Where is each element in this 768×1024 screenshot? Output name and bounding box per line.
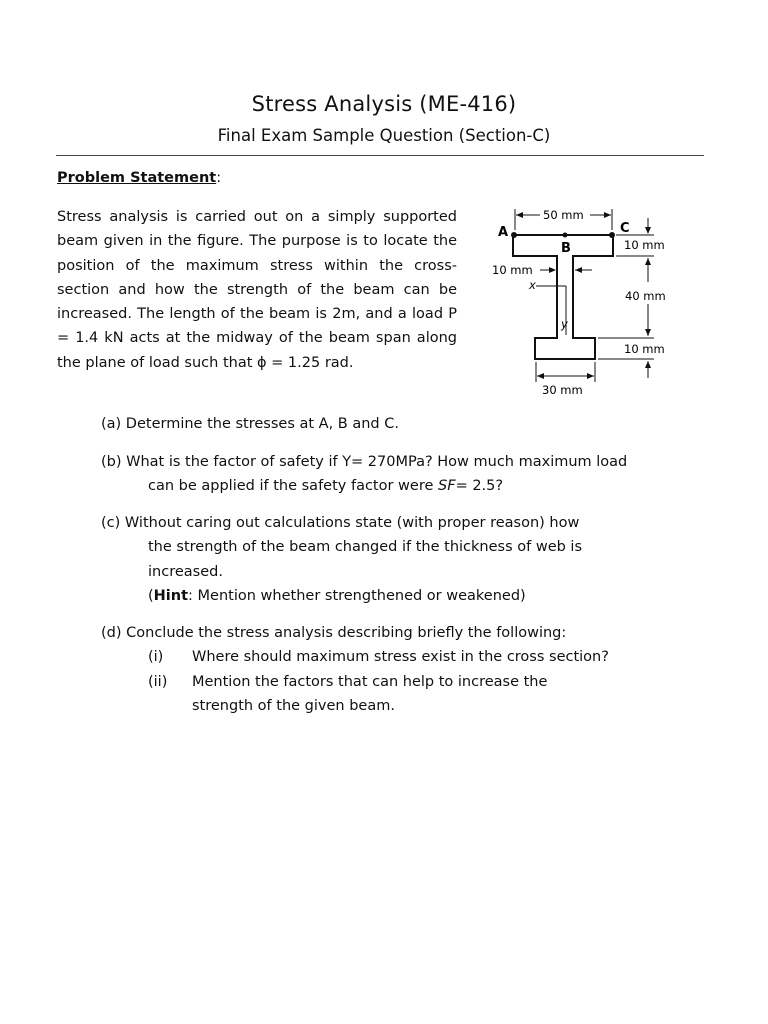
dim-web-thickness-label: 10 mm [492,263,533,277]
point-b-label: B [561,241,571,256]
question-d-sub-num: (ii) [148,673,168,690]
dim-web-height-label: 40 mm [625,289,666,303]
point-c-label: C [620,221,630,236]
page-title: Stress Analysis (ME-416) [251,92,517,116]
dim-web-height-arrow-bottom [645,329,651,336]
question-c-line2: the strength of the beam changed if the thickness of web is [148,539,583,556]
question-d-sub-text: Mention the factors that can help to increase the [192,673,548,690]
dim-flange-thickness-label: 10 mm [624,238,665,252]
point-c-marker [609,232,615,238]
question-d-sub-item [101,645,701,669]
question-b-line2-pre: can be applied if the safety factor were [148,478,439,495]
page-subtitle: Final Exam Sample Question (Section-C) [217,126,551,145]
dim-web-left-arrow [549,267,556,273]
question-c-line3: increased. [148,563,223,580]
question-c-hint-text: : Mention whether strengthened or weakened) [188,587,526,604]
axis-y-label: y [561,317,568,331]
problem-heading-colon: : [216,170,222,186]
question-d-sub-num: (i) [148,649,164,666]
question-a: (a) Determine the stresses at A, B and C. [101,416,399,432]
question-b [101,450,701,499]
question-b-sf: SF [438,478,456,495]
question-d-sub-item [101,670,701,694]
problem-heading-label: Problem Statement [57,170,217,186]
question-d-line1: (d) Conclude the stress analysis describing briefly the following: [101,625,567,641]
dim-bottom-arrow [645,361,651,368]
dim-bottom-width-label: 30 mm [542,383,583,397]
question-d [101,621,701,718]
beam-cross-section-figure [490,204,680,404]
dim-web-right-arrow [575,267,582,273]
dim-right-top-arrow [645,227,651,234]
dim-top-arrow-left [516,212,523,218]
dim-bottom-width-arrow-right [587,373,594,379]
point-b-marker [563,233,568,238]
dim-web-height-arrow-top [645,258,651,265]
question-b-line2-post: = 2.5? [455,478,504,495]
question-c [101,511,701,608]
question-c-line1: (c) Without caring out calculations state (with proper reason) how [101,515,580,531]
question-d-sub-cont: strength of the given beam. [192,697,395,714]
problem-heading [57,170,221,186]
axis-x-label: x [529,278,536,292]
header-divider [56,155,704,156]
question-c-hint [101,584,701,608]
question-b-line2 [101,474,701,498]
dim-flange-width-label: 50 mm [543,208,584,222]
question-c-hint-label: Hint [153,587,189,604]
point-a-marker [511,232,517,238]
dim-top-arrow-right [604,212,611,218]
dim-bottom-thickness-label: 10 mm [624,342,665,356]
dim-bottom-width-arrow-left [537,373,544,379]
question-d-sub-text: Where should maximum stress exist in the cross section? [192,649,609,666]
question-b-line1: (b) What is the factor of safety if Y= 270MPa? How much maximum load [101,454,628,470]
problem-statement: Stress analysis is carried out on a simply supported beam given in the figure. The purpose is to locate the position of the maximum stress within the cross-section and how the strength of the beam can be increased. The length of the beam is 2m, and a load P = 1.4 kN acts at the midway of the beam span along the plane of load such that ϕ = 1.25 rad. [57,209,457,371]
point-a-label: A [498,225,509,240]
question-c-hint-open: ( [148,587,154,604]
